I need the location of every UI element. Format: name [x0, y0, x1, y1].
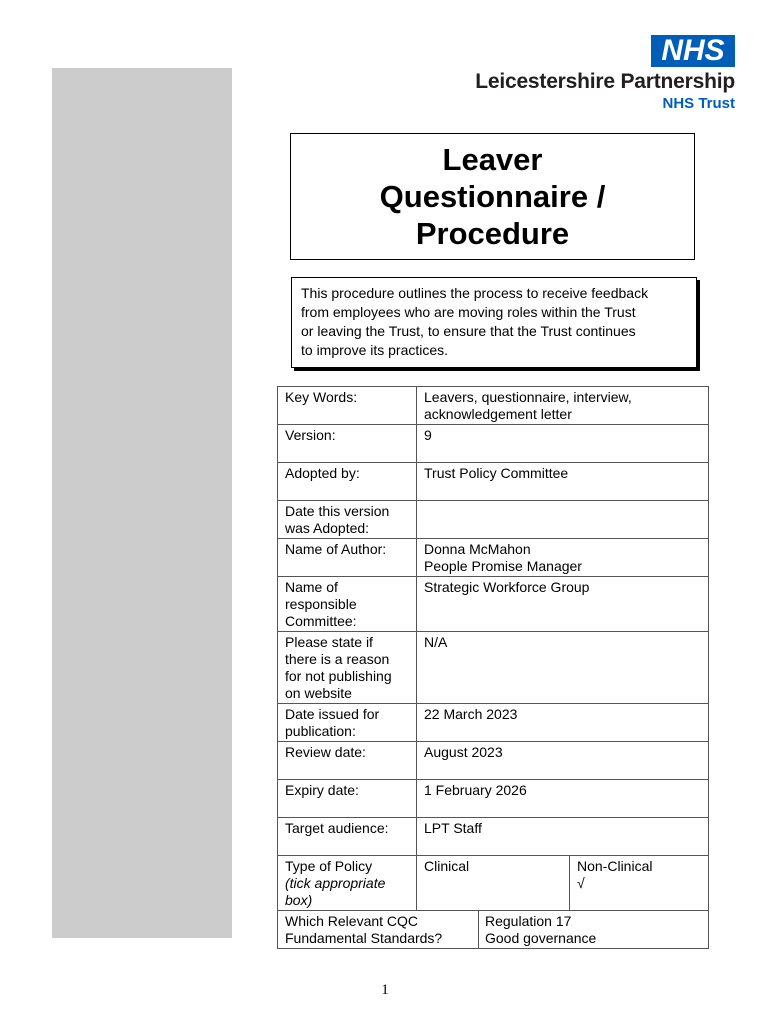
- summary-line: This procedure outlines the process to receive feedback: [301, 285, 649, 301]
- key-cell: [278, 539, 417, 577]
- key-text: (tick appropriate: [285, 875, 386, 891]
- key-text: Review date:: [285, 744, 366, 760]
- organization-subtitle: NHS Trust: [662, 95, 735, 112]
- key-text: Date this version: [285, 503, 390, 519]
- key-text: publication:: [285, 723, 356, 739]
- key-text: Target audience:: [285, 820, 389, 836]
- summary-line: from employees who are moving roles within the Trust: [301, 304, 636, 320]
- key-text: Name of Author:: [285, 541, 387, 557]
- table-row: [278, 387, 709, 425]
- summary-line: to improve its practices.: [301, 342, 449, 358]
- key-text: responsible: [285, 596, 357, 612]
- value-text: 9: [424, 427, 432, 443]
- summary-line: or leaving the Trust, to ensure that the Trust continues: [301, 323, 636, 339]
- cqc-value: Regulation 17: [485, 913, 572, 929]
- clinical-label: Clinical: [424, 858, 470, 874]
- table-row: [278, 501, 709, 539]
- cqc-label-cell: [278, 911, 479, 948]
- value-cell: [417, 780, 709, 818]
- key-cell: [278, 742, 417, 780]
- value-cell: [417, 539, 709, 577]
- value-text: 1 February 2026: [424, 782, 527, 798]
- cqc-row: [278, 911, 709, 949]
- value-cell: [417, 425, 709, 463]
- table-row: [278, 818, 709, 856]
- key-cell: [278, 704, 417, 742]
- key-text: for not publishing: [285, 668, 392, 684]
- cqc-split: [278, 911, 708, 948]
- key-text: on website: [285, 685, 352, 701]
- value-cell: [417, 387, 709, 425]
- table-row: [278, 425, 709, 463]
- title-line-1: Leaver: [442, 142, 543, 177]
- value-text: Strategic Workforce Group: [424, 579, 590, 595]
- clinical-cell: [417, 856, 570, 911]
- document-info-table: [277, 386, 709, 949]
- page-number: 1: [381, 982, 389, 998]
- value-cell: [417, 742, 709, 780]
- key-text: Version:: [285, 427, 336, 443]
- title-line-3: Procedure: [415, 216, 570, 251]
- grey-sidebar-bar: [52, 68, 232, 938]
- non-clinical-label: Non-Clinical: [577, 858, 653, 874]
- key-text: Key Words:: [285, 389, 358, 405]
- cqc-label: Which Relevant CQC: [285, 913, 419, 929]
- key-text: Expiry date:: [285, 782, 359, 798]
- value-text: Leavers, questionnaire, interview,: [424, 389, 632, 405]
- value-text: Donna McMahon: [424, 541, 531, 557]
- key-text: Committee:: [285, 613, 357, 629]
- key-cell: [278, 577, 417, 632]
- value-cell: [417, 818, 709, 856]
- key-cell: [278, 856, 417, 911]
- procedure-summary-box: [291, 277, 697, 368]
- nhs-logo: NHS: [651, 35, 735, 67]
- cqc-value: Good governance: [485, 930, 597, 946]
- key-cell: [278, 425, 417, 463]
- key-text: Type of Policy: [285, 858, 373, 874]
- key-cell: [278, 780, 417, 818]
- table-row: [278, 704, 709, 742]
- value-text: 22 March 2023: [424, 706, 518, 722]
- value-cell: [417, 577, 709, 632]
- value-text: People Promise Manager: [424, 558, 582, 574]
- value-text: August 2023: [424, 744, 503, 760]
- key-cell: [278, 818, 417, 856]
- value-cell: [417, 704, 709, 742]
- cqc-value-cell: [479, 911, 603, 948]
- value-cell: [417, 501, 709, 539]
- table-row: [278, 539, 709, 577]
- table-row: [278, 632, 709, 704]
- key-text: Date issued for: [285, 706, 380, 722]
- key-cell: [278, 501, 417, 539]
- key-text: box): [285, 892, 313, 908]
- value-text: N/A: [424, 634, 448, 650]
- value-text: Trust Policy Committee: [424, 465, 569, 481]
- key-cell: [278, 463, 417, 501]
- table-row: [278, 780, 709, 818]
- title-line-2: Questionnaire /: [379, 179, 606, 214]
- key-text: was Adopted:: [285, 520, 370, 536]
- organization-name: Leicestershire Partnership: [475, 70, 735, 93]
- value-text: acknowledgement letter: [424, 406, 572, 422]
- key-text: Please state if: [285, 634, 373, 650]
- value-cell: [417, 463, 709, 501]
- key-text: Name of: [285, 579, 338, 595]
- value-cell: [417, 632, 709, 704]
- key-cell: [278, 387, 417, 425]
- cqc-cell: [278, 911, 709, 949]
- policy-type-row: [278, 856, 709, 911]
- value-text: LPT Staff: [424, 820, 482, 836]
- key-cell: [278, 632, 417, 704]
- table-row: [278, 463, 709, 501]
- key-text: there is a reason: [285, 651, 390, 667]
- key-text: Adopted by:: [285, 465, 360, 481]
- non-clinical-cell: [570, 856, 709, 911]
- tick-mark-icon: √: [577, 875, 585, 891]
- table-row: [278, 742, 709, 780]
- document-title-box: [290, 133, 695, 260]
- table-row: [278, 577, 709, 632]
- cqc-label: Fundamental Standards?: [285, 930, 443, 946]
